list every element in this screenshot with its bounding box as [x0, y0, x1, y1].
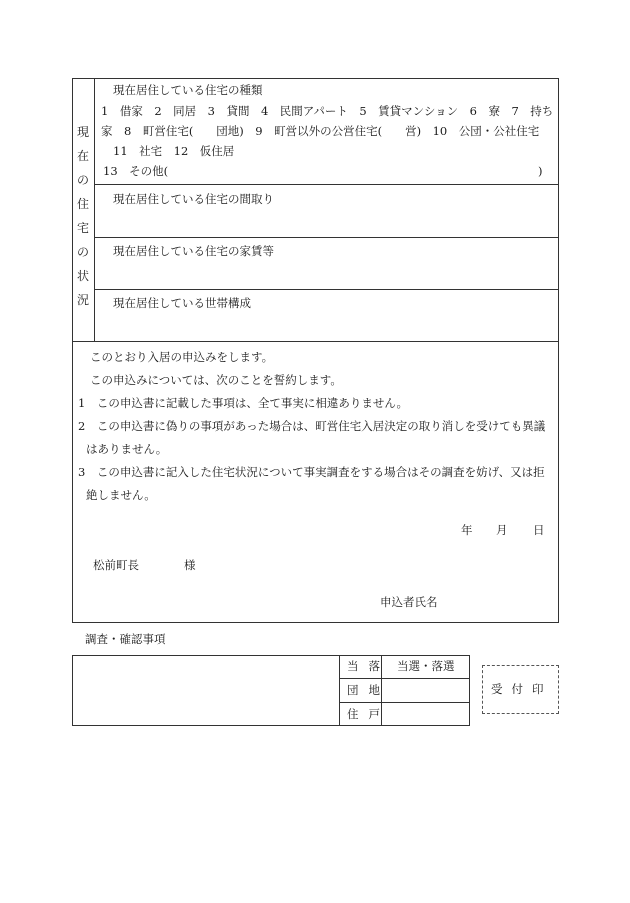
- side-label-char: 状: [76, 269, 89, 283]
- pledge-item-3: 3 この申込書に記入した住宅状況について事実調査をする場合はその調査を妨げ、又は拒: [78, 465, 545, 479]
- date-month-label: 月: [496, 523, 508, 537]
- pledge-item-1: 1 この申込書に記載した事項は、全て事実に相違ありません。: [78, 396, 409, 410]
- survey-row-divider: [339, 702, 470, 703]
- survey-value-complex[interactable]: [383, 680, 468, 700]
- floor-plan-title: 現在居住している住宅の間取り: [113, 192, 274, 206]
- housing-type-other-close: ): [538, 164, 543, 178]
- housing-type-other[interactable]: 13 その他(: [103, 164, 169, 178]
- rent-field[interactable]: [96, 262, 556, 286]
- survey-label-complex: 団地: [347, 683, 390, 697]
- household-title: 現在居住している世帯構成: [113, 296, 251, 310]
- survey-col-divider: [339, 655, 340, 726]
- date-day-label: 日: [533, 523, 545, 537]
- applicant-name-field[interactable]: [440, 590, 550, 612]
- row-divider: [94, 237, 559, 238]
- housing-type-options-line3: 11 社宅 12 仮住居: [113, 144, 235, 158]
- household-field[interactable]: [96, 314, 556, 338]
- pledge-item-2-cont: はありません。: [86, 442, 168, 456]
- survey-value-unit[interactable]: [383, 704, 468, 724]
- side-label-char: 現: [76, 125, 89, 139]
- floor-plan-field[interactable]: [96, 210, 556, 234]
- side-label-divider: [94, 78, 95, 342]
- survey-label-unit: 住戸: [347, 707, 390, 721]
- addressee: 松前町長: [93, 558, 139, 572]
- housing-type-options-line1: 1 借家 2 同居 3 貸間 4 民間アパート 5 賃貸マンション 6 寮 7 持ち: [101, 104, 554, 118]
- date-year-label: 年: [461, 523, 473, 537]
- side-label-char: の: [76, 173, 89, 187]
- reception-stamp-label: 受付印: [491, 682, 553, 696]
- side-label-char: 在: [76, 149, 89, 163]
- row-divider: [94, 184, 559, 185]
- survey-title: 調査・確認事項: [85, 632, 166, 646]
- pledge-item-3-cont: 絶しません。: [86, 488, 156, 502]
- rent-title: 現在居住している住宅の家賃等: [113, 244, 274, 258]
- side-label-char: 宅: [76, 221, 89, 235]
- survey-notes-field[interactable]: [74, 657, 337, 724]
- applicant-name-label: 申込者氏名: [380, 595, 438, 609]
- pledge-item-2: 2 この申込書に偽りの事項があった場合は、町営住宅入居決定の取り消しを受けても異議: [78, 419, 546, 433]
- row-divider: [94, 289, 559, 290]
- honorific: 様: [184, 558, 196, 572]
- housing-type-title: 現在居住している住宅の種類: [113, 83, 263, 97]
- pledge-statement: この申込みについては、次のことを誓約します。: [90, 373, 342, 387]
- survey-row-divider: [339, 678, 470, 679]
- side-label-char: 住: [76, 197, 89, 211]
- survey-label-result: 当落: [347, 659, 390, 673]
- side-label-char: 況: [76, 293, 89, 307]
- apply-statement: このとおり入居の申込みをします。: [90, 350, 274, 364]
- side-label-char: の: [76, 245, 89, 259]
- housing-type-options-line2: 家 8 町営住宅( 団地) 9 町営以外の公営住宅( 営) 10 公団・公社住宅: [101, 124, 540, 138]
- survey-value-result[interactable]: 当選・落選: [397, 659, 455, 673]
